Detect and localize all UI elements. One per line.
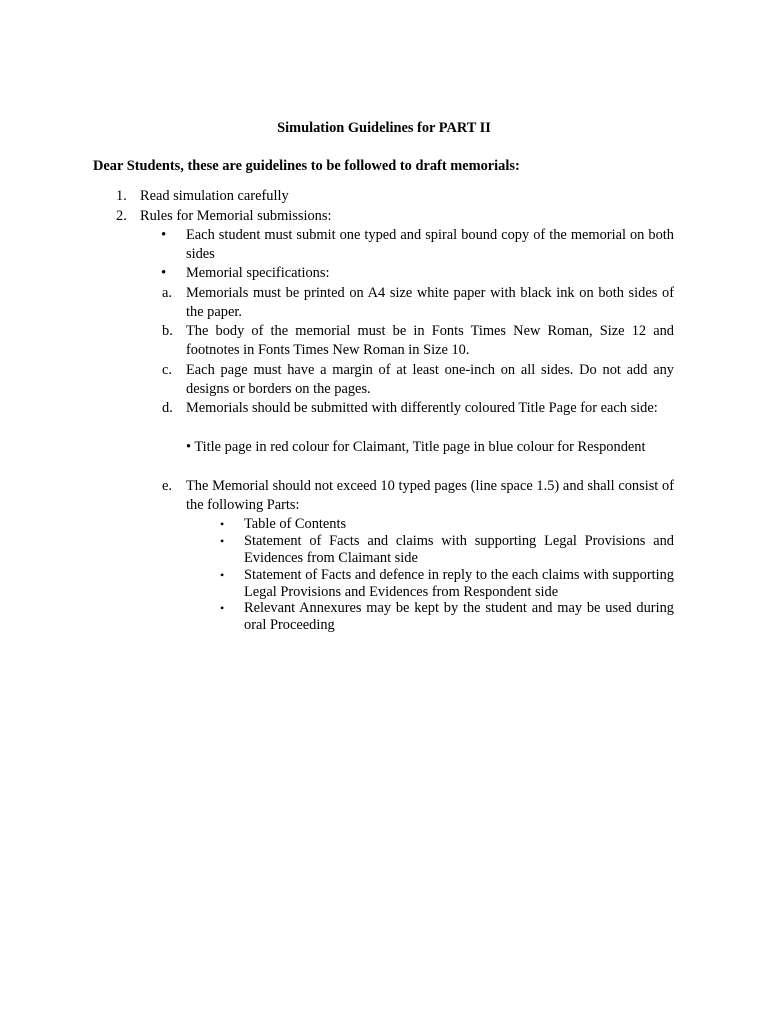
list-letter: e.: [162, 478, 172, 494]
parts-text: Table of Contents: [244, 516, 347, 532]
salutation: Dear Students, these are guidelines to be followed to draft memorials:: [93, 158, 520, 174]
parts-text: Statement of Facts and claims with supporting Legal Provisions and Evidences from Claimant side: [244, 533, 674, 566]
parts-text: Relevant Annexures may be kept by the student and may be used during oral Proceeding: [244, 600, 674, 633]
bullet-icon: •: [220, 517, 225, 531]
list-text: The Memorial should not exceed 10 typed pages (line space 1.5) and shall consist of the following Parts:: [186, 478, 674, 513]
list-letter: d.: [162, 400, 173, 416]
list-number: 1.: [116, 188, 127, 204]
list-letter: b.: [162, 323, 173, 339]
bullet-icon: •: [220, 568, 225, 582]
list-text: Memorials must be printed on A4 size white paper with black ink on both sides of the paper.: [186, 285, 674, 320]
list-text: Each page must have a margin of at least one-inch on all sides. Do not add any designs or borders on the pages.: [186, 362, 674, 397]
parts-text: Statement of Facts and defence in reply to the each claims with supporting Legal Provisions and Evidences from Respondent side: [244, 567, 674, 600]
bullet-text: Each student must submit one typed and spiral bound copy of the memorial on both sides: [186, 227, 674, 262]
bullet-icon: •: [220, 534, 225, 548]
list-letter: a.: [162, 285, 172, 301]
list-text: Memorials should be submitted with differently coloured Title Page for each side:: [186, 400, 658, 416]
bullet-icon: •: [220, 601, 225, 615]
list-text: Read simulation carefully: [140, 188, 289, 204]
list-number: 2.: [116, 208, 127, 224]
list-letter: c.: [162, 362, 172, 378]
bullet-icon: •: [161, 265, 167, 281]
bullet-text: Memorial specifications:: [186, 265, 330, 281]
list-text: Rules for Memorial submissions:: [140, 208, 332, 224]
document-title: Simulation Guidelines for PART II: [277, 120, 491, 136]
list-text: The body of the memorial must be in Fonts Times New Roman, Size 12 and footnotes in Fonts Times New Roman in Size 10.: [186, 323, 674, 358]
list-text: • Title page in red colour for Claimant, Title page in blue colour for Respondent: [186, 439, 646, 455]
bullet-icon: •: [161, 227, 167, 243]
